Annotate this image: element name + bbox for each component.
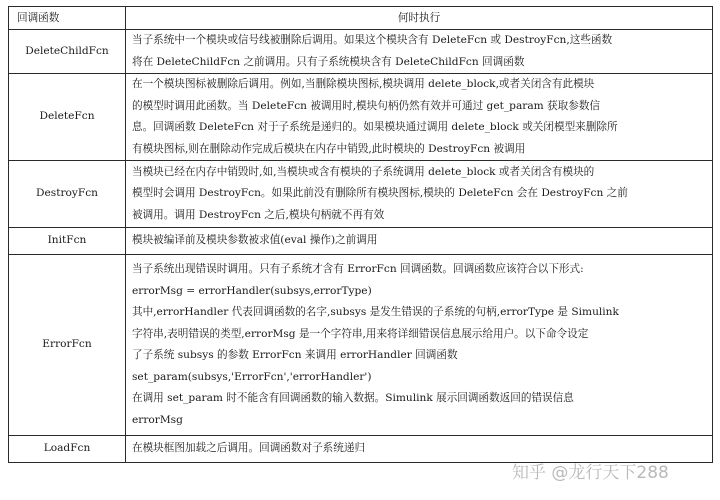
callback-description bbox=[126, 255, 713, 436]
callback-name: DeleteFcn bbox=[9, 74, 126, 161]
description-line: 字符串,表明错误的类型,errorMsg 是一个字符串,用来将详细错误信息展示给用户。以下命令设定 bbox=[132, 327, 589, 340]
header-when-executed: 何时执行 bbox=[126, 7, 713, 30]
callback-description bbox=[126, 74, 713, 161]
description-line: 当子系统出现错误时调用。只有子系统才含有 ErrorFcn 回调函数。回调函数应该符合以下形式: bbox=[132, 263, 584, 275]
callback-description bbox=[126, 30, 713, 74]
description-line: 在一个模块图标被删除后调用。例如,当删除模块图标,模块调用 delete_block,或者关闭含有此模块 bbox=[132, 78, 595, 90]
description-line: set_param(subsys,'ErrorFcn','errorHandler') bbox=[132, 370, 372, 383]
table-row bbox=[9, 74, 713, 161]
description-line: errorMsg bbox=[132, 413, 183, 426]
table-row bbox=[9, 161, 713, 228]
callback-description bbox=[126, 161, 713, 228]
table-row bbox=[9, 30, 713, 74]
table-header-row bbox=[9, 7, 713, 30]
description-line: 当模块已经在内存中销毁时,如,当模块或含有模块的子系统调用 delete_block 或者关闭含有模块的 bbox=[132, 165, 595, 178]
description-line: 有模块图标,则在删除动作完成后模块在内存中销毁,此时模块的 DestroyFcn 被调用 bbox=[132, 142, 526, 155]
description-line: 其中,errorHandler 代表回调函数的名字,subsys 是发生错误的子系统的句柄,errorType 是 Simulink bbox=[132, 306, 619, 318]
callback-name: DestroyFcn bbox=[9, 161, 126, 228]
watermark: 知乎 @龙行天下288 bbox=[512, 463, 669, 483]
description-line: 模块被编译前及模块参数被求值(eval 操作)之前调用 bbox=[132, 234, 378, 247]
description-line: 被调用。调用 DestroyFcn 之后,模块句柄就不再有效 bbox=[132, 208, 385, 221]
table-row bbox=[9, 228, 713, 255]
description-line: 息。回调函数 DeleteFcn 对于子系统是递归的。如果模块通过调用 delete_block 或关闭模型来删除所 bbox=[132, 121, 618, 133]
table-row bbox=[9, 255, 713, 436]
description-line: 的模型时调用此函数。当 DeleteFcn 被调用时,模块句柄仍然有效并可通过 get_param 获取参数信 bbox=[132, 99, 601, 112]
callback-table bbox=[8, 6, 713, 463]
description-line: 在模块框图加载之后调用。回调函数对子系统递归 bbox=[132, 442, 366, 455]
callback-name: InitFcn bbox=[9, 228, 126, 255]
description-line: 模型时会调用 DestroyFcn。如果此前没有删除所有模块图标,模块的 DeleteFcn 会在 DestroyFcn 之前 bbox=[132, 187, 628, 200]
header-callback-function: 回调函数 bbox=[9, 7, 126, 30]
description-line: 当子系统中一个模块或信号线被删除后调用。如果这个模块含有 DeleteFcn 或 DestroyFcn,这些函数 bbox=[132, 34, 613, 46]
description-line: 在调用 set_param 时不能含有回调函数的输入数据。Simulink 展示回调函数返回的错误信息 bbox=[132, 392, 574, 404]
callback-name: LoadFcn bbox=[9, 436, 126, 463]
description-line: 了子系统 subsys 的参数 ErrorFcn 来调用 errorHandler 回调函数 bbox=[132, 349, 458, 361]
callback-name: DeleteChildFcn bbox=[9, 30, 126, 74]
description-line: errorMsg = errorHandler(subsys,errorType) bbox=[132, 284, 372, 297]
description-line: 将在 DeleteChildFcn 之前调用。只有子系统模块含有 DeleteChildFcn 回调函数 bbox=[132, 55, 525, 68]
callback-name: ErrorFcn bbox=[9, 255, 126, 436]
callback-description bbox=[126, 228, 713, 255]
